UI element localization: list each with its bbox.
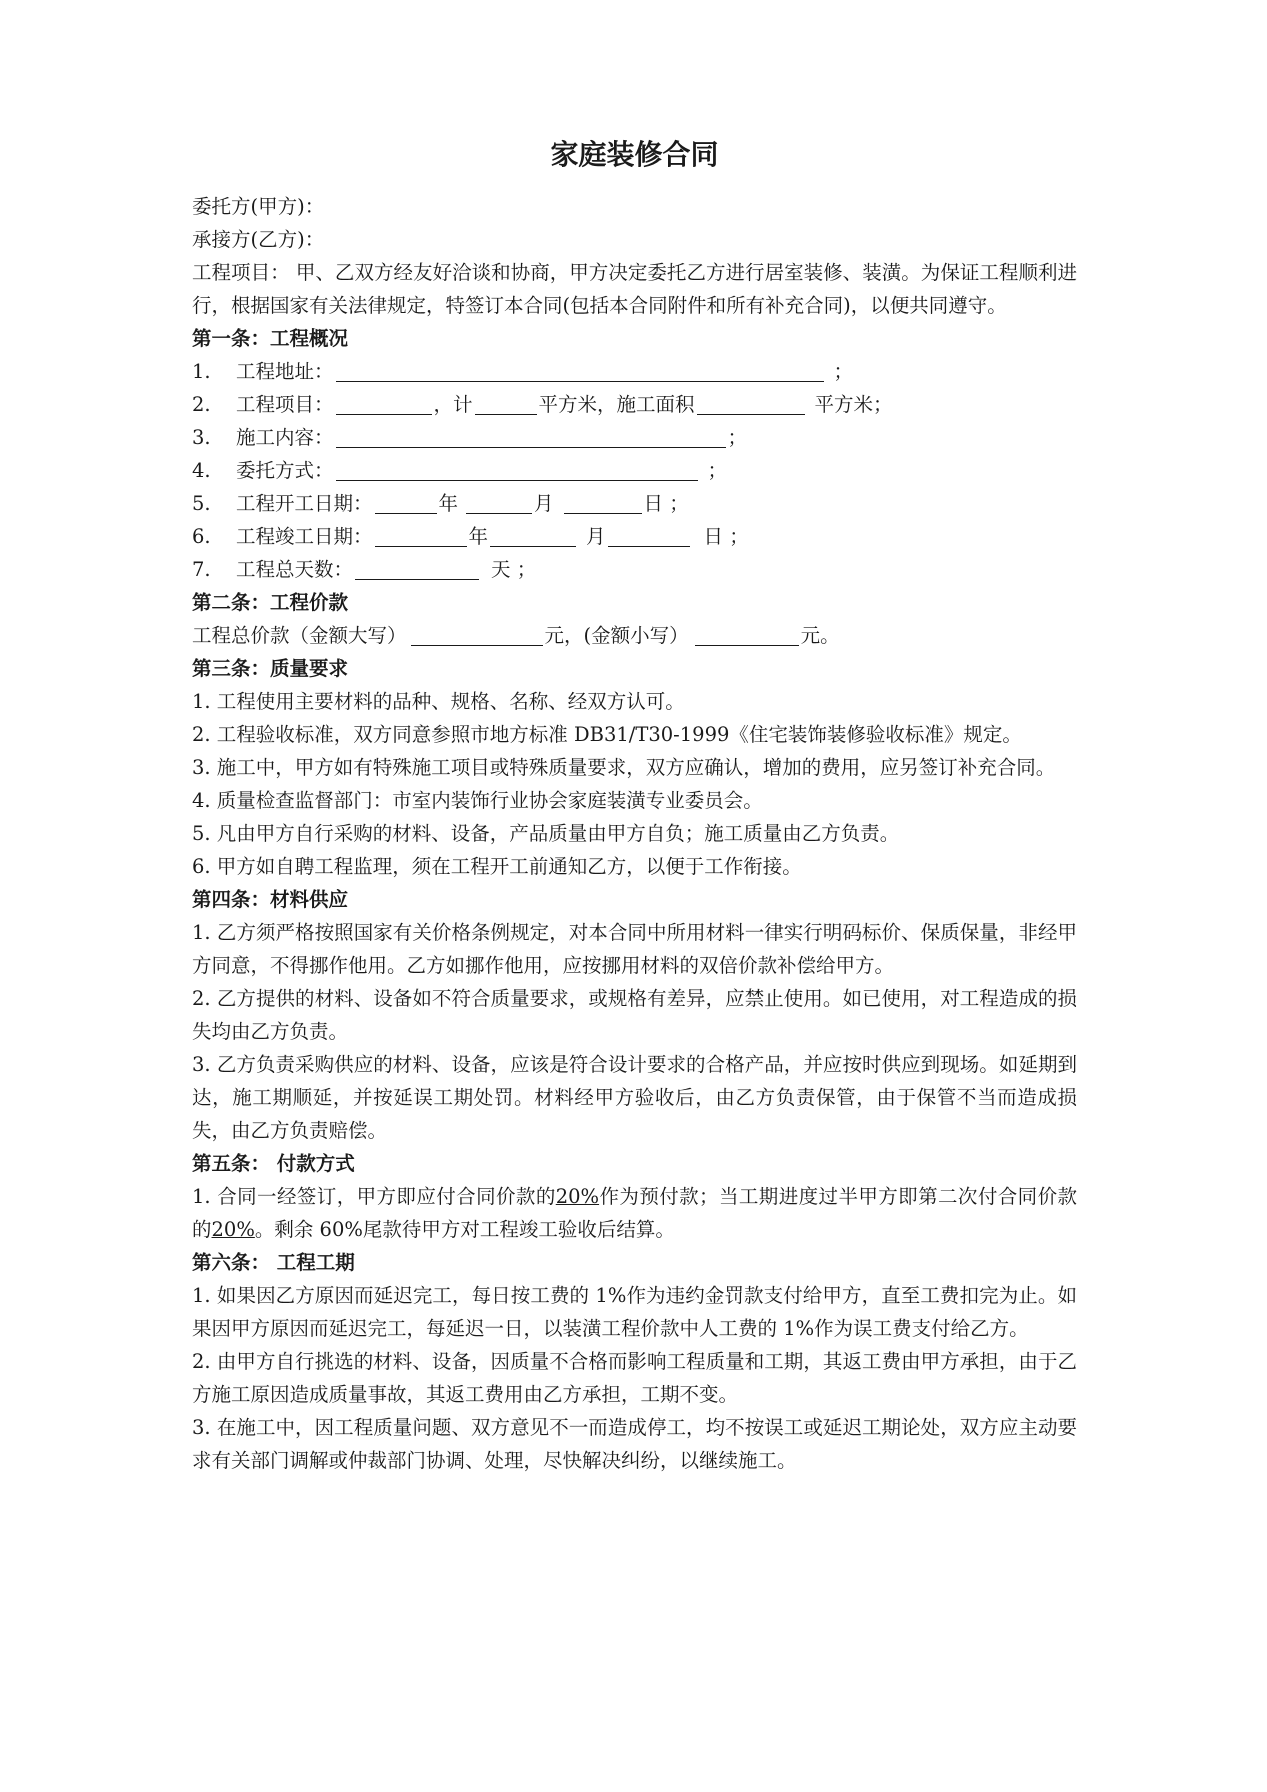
clause-text: 。剩余 60%尾款待甲方对工程竣工验收后结算。: [254, 1218, 675, 1241]
fill-blank[interactable]: [564, 491, 642, 514]
fill-blank[interactable]: [336, 425, 726, 448]
item-construction-content: [192, 421, 1077, 454]
item-completion-date: [192, 520, 1077, 553]
clause-paragraph: 3. 乙方负责采购供应的材料、设备，应该是符合设计要求的合格产品，并应按时供应到现场。如延期到达，施工期顺延，并按延误工期处罚。材料经甲方验收后，由乙方负责保管，由于保管不当而造成损失，由乙方负责赔偿。: [192, 1053, 1077, 1142]
clause-paragraph: 3. 在施工中，因工程质量问题、双方意见不一而造成停工，均不按误工或延迟工期论处，双方应主动要求有关部门调解或仲裁部门协调、处理，尽快解决纠纷，以继续施工。: [192, 1416, 1077, 1472]
item-number: 6.: [192, 525, 211, 548]
item-label: 工程项目：: [236, 393, 334, 416]
clause-text: 作为预付款；当工期进度过半甲方即第二次付合同价款的: [192, 1185, 1077, 1241]
fill-blank[interactable]: [375, 524, 467, 547]
day-label: 日 ；: [703, 525, 749, 548]
fill-blank[interactable]: [608, 524, 690, 547]
total-price-line: [192, 619, 1077, 652]
price-text: 工程总价款（金额大写）: [192, 624, 407, 647]
second-payment-percent: 20%: [211, 1218, 255, 1241]
fill-blank[interactable]: [466, 491, 532, 514]
clause-paragraph: 2. 工程验收标准，双方同意参照市地方标准 DB31/T30-1999《住宅装饰装修验收标准》规定。: [192, 723, 1022, 746]
amount-figures-blank[interactable]: [695, 623, 799, 646]
month-label: 月: [586, 525, 606, 548]
item-label: 委托方式：: [236, 459, 334, 482]
fill-blank[interactable]: [375, 491, 437, 514]
fill-blank[interactable]: [355, 557, 479, 580]
article-2-heading: 第二条：工程价款: [192, 591, 349, 614]
fill-blank[interactable]: [490, 524, 576, 547]
article-3-heading: 第三条：质量要求: [192, 657, 349, 680]
fill-blank[interactable]: [336, 458, 698, 481]
article-4-heading: 第四条：材料供应: [192, 888, 349, 911]
item-number: 4.: [192, 459, 211, 482]
item-text: 平方米，施工面积: [538, 393, 695, 416]
clause-paragraph: 2. 乙方提供的材料、设备如不符合质量要求，或规格有差异，应禁止使用。如已使用，对工程造成的损失均由乙方负责。: [192, 987, 1077, 1043]
item-label: 工程地址：: [236, 360, 334, 383]
fill-blank[interactable]: [697, 392, 805, 415]
clause-paragraph: 4. 质量检查监督部门：市室内装饰行业协会家庭装潢专业委员会。: [192, 789, 763, 812]
clause-paragraph: 1. 工程使用主要材料的品种、规格、名称、经双方认可。: [192, 690, 685, 713]
item-suffix: 天 ；: [491, 558, 537, 581]
item-suffix: ；: [727, 426, 748, 449]
fill-blank[interactable]: [475, 392, 537, 415]
item-text: ，计: [433, 393, 473, 416]
item-commission-method: [192, 454, 1077, 487]
price-text: 元。: [800, 624, 840, 647]
item-number: 5.: [192, 492, 211, 515]
contract-body: [192, 126, 1077, 1477]
item-suffix: ；: [833, 360, 854, 383]
clause-paragraph: 3. 施工中，甲方如有特殊施工项目或特殊质量要求，双方应确认，增加的费用，应另签订补充合同。: [192, 756, 1056, 779]
article-1-heading: 第一条：工程概况: [192, 327, 349, 350]
clause-paragraph: 1. 如果因乙方原因而延迟完工，每日按工费的 1%作为违约金罚款支付给甲方，直至工费扣完为止。如果因甲方原因而延迟完工，每延迟一日，以装潢工程价款中人工费的 1%作为误工费支付给乙方。: [192, 1284, 1077, 1340]
item-label: 工程总天数：: [236, 558, 354, 581]
article-5-heading: 第五条： 付款方式: [192, 1152, 355, 1175]
month-label: 月: [534, 492, 554, 515]
item-number: 2.: [192, 393, 211, 416]
article-6-heading: 第六条： 工程工期: [192, 1251, 355, 1274]
item-label: 工程开工日期：: [236, 492, 373, 515]
item-label: 工程竣工日期：: [236, 525, 373, 548]
item-text: 平方米；: [814, 393, 893, 416]
payment-clause: [192, 1180, 1077, 1246]
item-suffix: ；: [707, 459, 728, 482]
party-b-line: 承接方(乙方)：: [192, 228, 325, 251]
prepayment-percent: 20%: [555, 1185, 600, 1208]
item-number: 3.: [192, 426, 211, 449]
document-title: 家庭装修合同: [550, 138, 719, 171]
item-start-date: [192, 487, 1077, 520]
price-text: 元，(金额小写）: [544, 624, 689, 647]
clause-paragraph: 6. 甲方如自聘工程监理，须在工程开工前通知乙方，以便于工作衔接。: [192, 855, 802, 878]
clause-paragraph: 2. 由甲方自行挑选的材料、设备，因质量不合格而影响工程质量和工期，其返工费由甲方承担，由于乙方施工原因造成质量事故，其返工费用由乙方承担，工期不变。: [192, 1350, 1077, 1406]
clause-paragraph: 5. 凡由甲方自行采购的材料、设备，产品质量由甲方自负；施工质量由乙方负责。: [192, 822, 900, 845]
fill-blank[interactable]: [336, 392, 432, 415]
item-number: 7.: [192, 558, 211, 581]
fill-blank[interactable]: [336, 359, 824, 382]
item-total-days: [192, 553, 1077, 586]
item-project-address: [192, 355, 1077, 388]
item-label: 施工内容：: [236, 426, 334, 449]
day-label: 日 ；: [643, 492, 689, 515]
clause-paragraph: 1. 乙方须严格按照国家有关价格条例规定，对本合同中所用材料一律实行明码标价、保质保量，非经甲方同意，不得挪作他用。乙方如挪作他用，应按挪用材料的双倍价款补偿给甲方。: [192, 921, 1077, 977]
clause-text: 1. 合同一经签订，甲方即应付合同价款的: [192, 1185, 556, 1208]
party-a-line: 委托方(甲方)：: [192, 195, 325, 218]
intro-paragraph: 工程项目： 甲、乙双方经友好洽谈和协商，甲方决定委托乙方进行居室装修、装潢。为保证工程顺利进行，根据国家有关法律规定，特签订本合同(包括本合同附件和所有补充合同)，以便共同遵守。: [192, 261, 1077, 317]
amount-words-blank[interactable]: [411, 623, 543, 646]
year-label: 年: [468, 525, 489, 548]
year-label: 年: [438, 492, 459, 515]
item-number: 1.: [192, 360, 211, 383]
item-project-area: [192, 388, 1077, 421]
